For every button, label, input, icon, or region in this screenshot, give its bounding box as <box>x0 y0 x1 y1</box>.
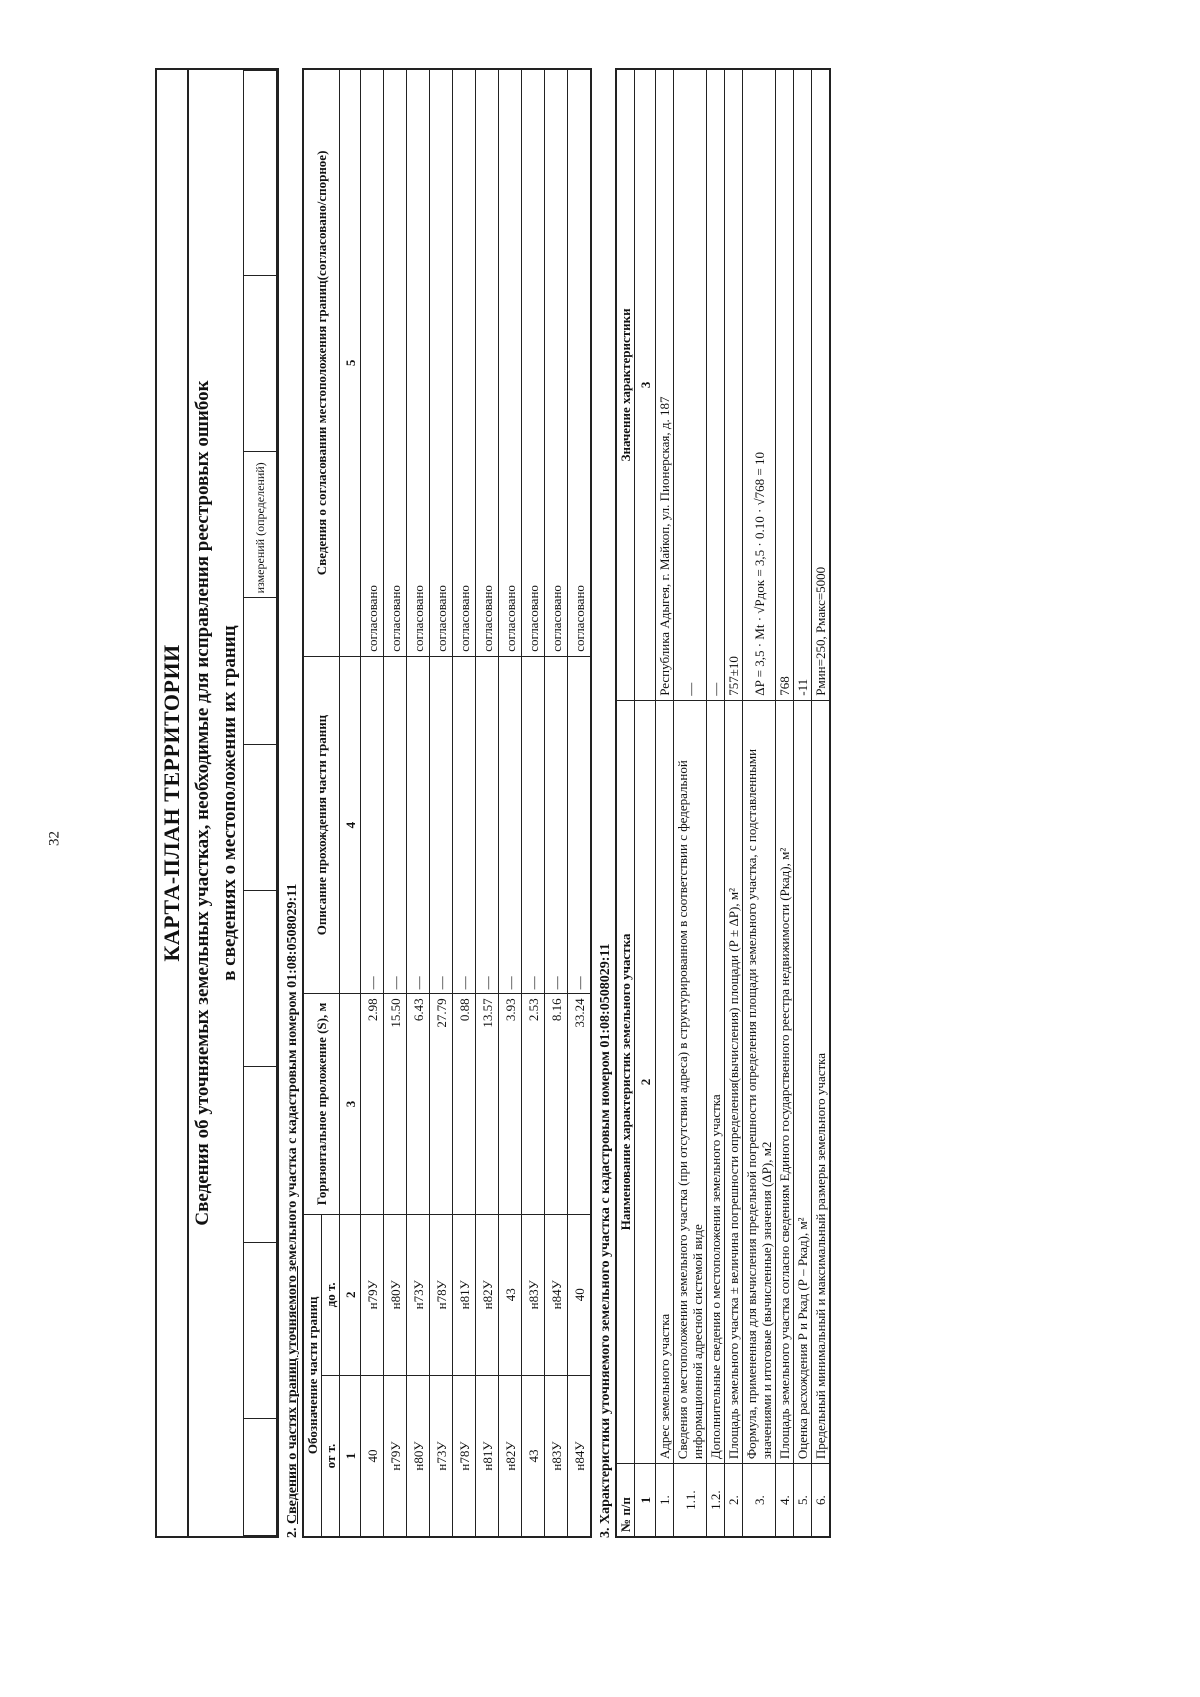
description-value: — <box>522 656 545 994</box>
length-value: 27.79 <box>430 994 453 1214</box>
characteristic-value: Республика Адыгея, г. Майкоп, ул. Пионерская, д. 187 <box>656 69 674 700</box>
from-point: н83У <box>545 1376 568 1537</box>
agreement-value: согласовано <box>545 69 568 656</box>
to-point: н80У <box>384 1214 407 1375</box>
characteristic-value: 768 <box>776 69 794 700</box>
from-point: н79У <box>384 1376 407 1537</box>
col-number: 1 <box>635 1464 656 1537</box>
table-row <box>707 69 725 1537</box>
table-row <box>476 69 499 1537</box>
table-row <box>453 69 476 1537</box>
table-row <box>407 69 430 1537</box>
length-value: 15.50 <box>384 994 407 1214</box>
characteristic-name: Сведения о местоположении земельного участка (при отсутствии адреса) в структурированном в соответствии с федеральной информационной адресной системой виде <box>674 700 707 1463</box>
title-block <box>155 68 279 1538</box>
row-number: 2. <box>725 1464 743 1537</box>
col-header-num: № п/п <box>616 1464 635 1537</box>
to-point: н78У <box>430 1214 453 1375</box>
agreement-value: согласовано <box>453 69 476 656</box>
agreement-value: согласовано <box>384 69 407 656</box>
characteristic-value: — <box>674 69 707 700</box>
from-point: н84У <box>568 1376 592 1537</box>
description-value: — <box>476 656 499 994</box>
col-number: 3 <box>340 994 361 1214</box>
length-value: 8.16 <box>545 994 568 1214</box>
table-row <box>361 69 384 1537</box>
col-number: 3 <box>635 69 656 700</box>
table-row <box>674 69 707 1537</box>
col-header-length: Горизонтальное проложение (S), м <box>303 994 340 1214</box>
row-number: 6. <box>812 1464 831 1537</box>
description-value: — <box>361 656 384 994</box>
to-point: н84У <box>545 1214 568 1375</box>
characteristic-value: Pмин=250, Рмакс=5000 <box>812 69 831 700</box>
col-number: 4 <box>340 656 361 994</box>
characteristics-table <box>615 68 831 1538</box>
section2-heading <box>279 68 302 1538</box>
col-header-designation: Обозначение части границ <box>303 1214 322 1537</box>
from-point: 43 <box>522 1376 545 1537</box>
characteristic-name: Площадь земельного участка согласно сведениям Единого государственного реестра недвижимости (Ркад), м² <box>776 700 794 1463</box>
col-header-agreement: Сведения о согласовании местоположения границ(согласовано/спорное) <box>303 69 340 656</box>
from-point: н73У <box>430 1376 453 1537</box>
description-value: — <box>430 656 453 994</box>
header-grid-cell <box>244 1067 277 1243</box>
col-header-to: до т. <box>322 1214 340 1375</box>
from-point: н80У <box>407 1376 430 1537</box>
table-row <box>656 69 674 1537</box>
table-row <box>812 69 831 1537</box>
characteristic-value: -11 <box>794 69 812 700</box>
table-row <box>545 69 568 1537</box>
to-point: н81У <box>453 1214 476 1375</box>
from-point: н82У <box>499 1376 522 1537</box>
agreement-value: согласовано <box>476 69 499 656</box>
col-number: 5 <box>340 69 361 656</box>
col-header-name: Наименование характеристик земельного участка <box>616 700 635 1463</box>
description-value: — <box>499 656 522 994</box>
to-point: н83У <box>522 1214 545 1375</box>
length-value: 6.43 <box>407 994 430 1214</box>
length-value: 2.53 <box>522 994 545 1214</box>
agreement-value: согласовано <box>430 69 453 656</box>
header-grid-cell <box>244 276 277 452</box>
characteristic-name: Площадь земельного участка ± величина погрешности определения(вычисления) площади (Р ± ΔР), м² <box>725 700 743 1463</box>
document-subtitle-line-2: в сведениях о местоположении их границ <box>219 625 240 981</box>
characteristic-value: ΔP = 3,5 · Mt · √Pдок = 3,5 · 0.10 · √768 = 10 <box>743 69 776 700</box>
agreement-value: согласовано <box>568 69 592 656</box>
characteristic-value: — <box>707 69 725 700</box>
description-value: — <box>568 656 592 994</box>
section3-heading: 3. Характеристики уточняемого земельного участка с кадастровым номером 01:08:0508029:11 <box>598 943 613 1538</box>
length-value: 13.57 <box>476 994 499 1214</box>
agreement-value: согласовано <box>407 69 430 656</box>
document-subtitle-line-1: Сведения об уточняемых земельных участках, необходимые для исправления реестровых ошибок <box>192 380 213 1226</box>
document-title: КАРТА-ПЛАН ТЕРРИТОРИИ <box>157 70 189 1536</box>
characteristic-value: 757±10 <box>725 69 743 700</box>
agreement-value: согласовано <box>361 69 384 656</box>
row-number: 1.1. <box>674 1464 707 1537</box>
to-point: н73У <box>407 1214 430 1375</box>
table-row <box>776 69 794 1537</box>
table-row <box>430 69 453 1537</box>
col-header-value: Значение характеристики <box>616 69 635 700</box>
col-header-description: Описание прохождения части границ <box>303 656 340 994</box>
header-grid-cell <box>244 71 277 276</box>
col-number: 2 <box>635 700 656 1463</box>
page-number: 32 <box>46 831 63 846</box>
header-grid-cell <box>244 1418 277 1535</box>
document-sheet <box>155 68 975 1538</box>
row-number: 4. <box>776 1464 794 1537</box>
agreement-value: согласовано <box>522 69 545 656</box>
section2-heading-underlined: Сведения о частях границ уточняемого з <box>285 1266 300 1524</box>
length-value: 3.93 <box>499 994 522 1214</box>
description-value: — <box>407 656 430 994</box>
table-row <box>743 69 776 1537</box>
table-row <box>568 69 592 1537</box>
boundary-parts-table <box>302 68 592 1538</box>
from-point: н81У <box>476 1376 499 1537</box>
table-row <box>499 69 522 1537</box>
table-row <box>794 69 812 1537</box>
from-point: 40 <box>361 1376 384 1537</box>
length-value: 33.24 <box>568 994 592 1214</box>
header-grid-cell <box>244 744 277 891</box>
section2-heading-rest: емельного участка с кадастровым номером 01:08:0508029:11 <box>285 883 300 1266</box>
characteristic-name: Дополнительные сведения о местоположении земельного участка <box>707 700 725 1463</box>
table-row <box>384 69 407 1537</box>
row-number: 1.2. <box>707 1464 725 1537</box>
description-value: — <box>384 656 407 994</box>
length-value: 2.98 <box>361 994 384 1214</box>
col-number: 1 <box>340 1376 361 1537</box>
table-row <box>725 69 743 1537</box>
description-value: — <box>545 656 568 994</box>
header-grid-measurements: измерений (определений) <box>244 451 277 598</box>
header-grid <box>243 70 277 1536</box>
characteristic-name: Предельный минимальный и максимальный размеры земельного участка <box>812 700 831 1463</box>
characteristic-name: Адрес земельного участка <box>656 700 674 1463</box>
to-point: 40 <box>568 1214 592 1375</box>
to-point: н79У <box>361 1214 384 1375</box>
header-grid-cell <box>244 891 277 1067</box>
header-grid-cell <box>244 1243 277 1419</box>
row-number: 3. <box>743 1464 776 1537</box>
row-number: 1. <box>656 1464 674 1537</box>
from-point: н78У <box>453 1376 476 1537</box>
section2-prefix: 2. <box>285 1527 300 1538</box>
agreement-value: согласовано <box>499 69 522 656</box>
header-grid-cell <box>244 598 277 745</box>
col-header-from: от т. <box>322 1376 340 1537</box>
table-row <box>522 69 545 1537</box>
col-number: 2 <box>340 1214 361 1375</box>
characteristic-name: Формула, примененная для вычисления предельной погрешности определения площади земельного участка, с подставленными значениями и итоговые (вычисленные) значения (ΔР), м2 <box>743 700 776 1463</box>
length-value: 0.88 <box>453 994 476 1214</box>
to-point: н82У <box>476 1214 499 1375</box>
row-number: 5. <box>794 1464 812 1537</box>
description-value: — <box>453 656 476 994</box>
characteristic-name: Оценка расхождения Р и Ркад (Р – Ркад), м² <box>794 700 812 1463</box>
to-point: 43 <box>499 1214 522 1375</box>
